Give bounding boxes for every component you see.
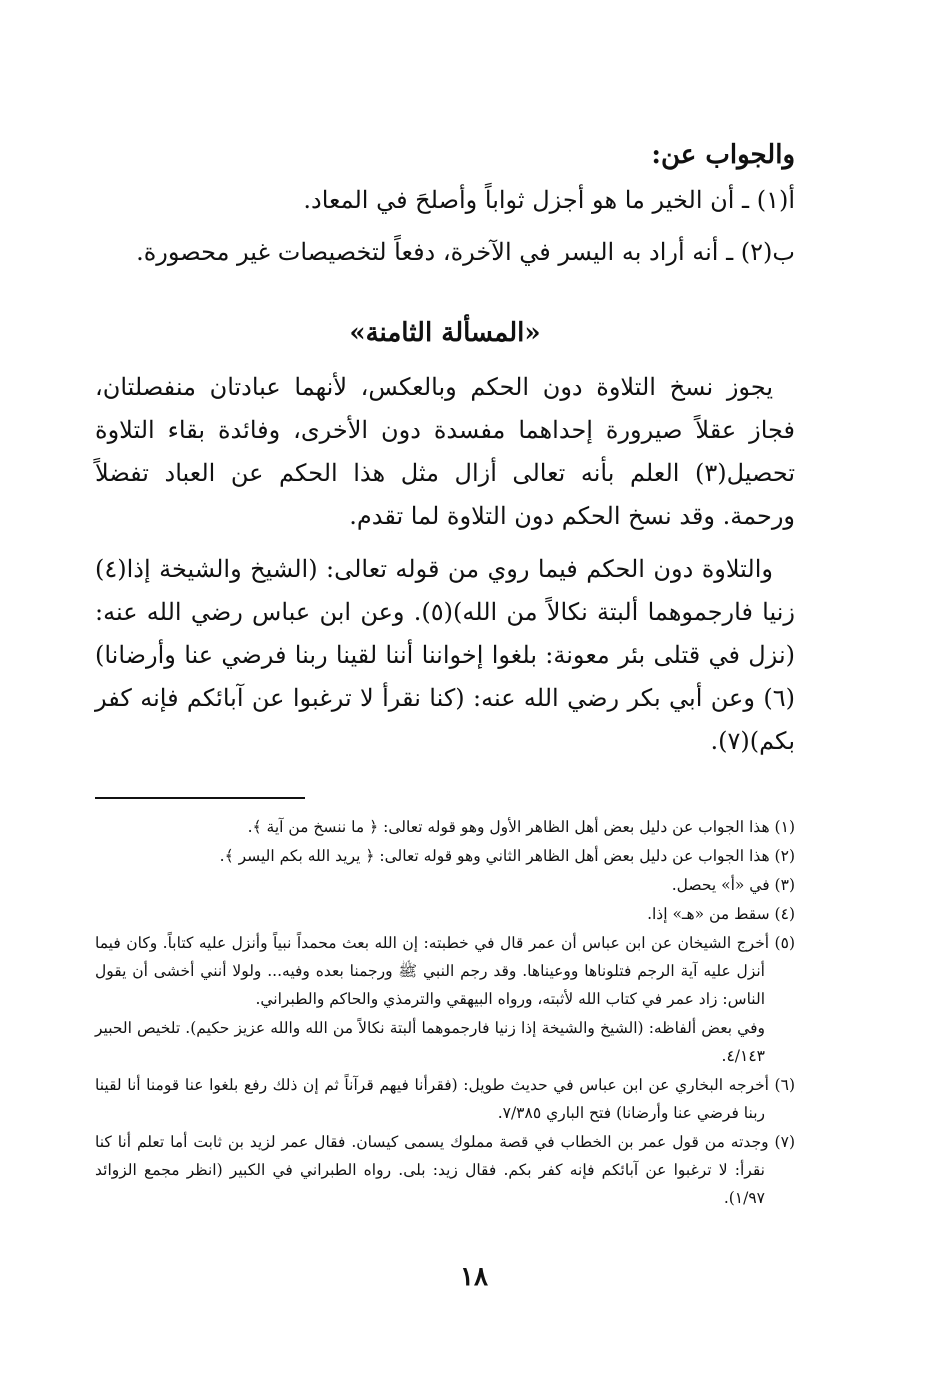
footnote-3: (٣) في «أ» يحصل.: [671, 876, 795, 894]
page-body: [95, 120, 795, 1213]
page-number: ١٨: [460, 1262, 488, 1292]
answer-heading: والجواب عن:: [651, 140, 795, 170]
paragraph-1: يجوز نسخ التلاوة دون الحكم وبالعكس، لأنهما عبادتان منفصلتان، فجاز عقلاً صيرورة إحداهما مفسدة دون الأخرى، وفائدة بقاء التلاوة تحصيل(٣) العلم بأنه تعالى أزال مثل هذا الحكم عن العباد تفضلاً ورحمة. وقد نسخ الحكم دون التلاوة لما تقدم.: [95, 373, 796, 530]
section-title: «المسألة الثامنة»: [349, 318, 541, 348]
footnote-2: (٢) هذا الجواب عن دليل بعض أهل الظاهر الثاني وهو قوله تعالى: ﴿ يريد الله بكم اليسر ﴾.: [219, 847, 795, 865]
point-a: أ(١) ـ أن الخير ما هو أجزل ثواباً وأصلحَ في المعاد.: [303, 186, 795, 214]
footnote-6: (٦) أخرجه البخاري عن ابن عباس في حديث طويل: (فقرأنا فيهم قرآناً ثم إن ذلك رفع بلغوا عنا قومنا أنا لقينا ربنا فرضي عنا وأرضانا) فتح الباري ٧/٣٨٥.: [95, 1076, 795, 1122]
footnote-1: (١) هذا الجواب عن دليل بعض أهل الظاهر الأول وهو قوله تعالى: ﴿ ما ننسخ من آية ﴾.: [247, 818, 795, 836]
paragraph-2: والتلاوة دون الحكم فيما روي من قوله تعالى: (الشيخ والشيخة إذا(٤) زنيا فارجموهما ألبتة نكالاً من الله)(٥). وعن ابن عباس رضي الله عنه: (نزل في قتلى بئر معونة: بلغوا إخواننا أننا لقينا ربنا فرضي عنا وأرضانا)(٦) وعن أبي بكر رضي الله عنه: (كنا نقرأ لا ترغبوا عن آبائكم فإنه كفر بكم)(٧).: [95, 555, 795, 755]
footnotes: [95, 813, 795, 1212]
footnote-divider: [95, 797, 305, 799]
footnote-5: (٥) أخرج الشيخان عن ابن عباس أن عمر قال في خطبته: إن الله بعث محمداً نبياً وأنزل عليه كتاباً. وكان فيما أنزل عليه آية الرجم فتلوناها ووعيناها. وقد رجم النبي ﷺ ورجمنا بعده وفيه... ولولا أنني أخشى أن يقول الناس: زاد عمر في كتاب الله لأثبته، ورواه البيهقي والترمذي والحاكم والطبراني.: [95, 934, 795, 1008]
footnote-4: (٤) سقط من «هـ» إذا.: [647, 905, 795, 923]
footnote-5-continued: وفي بعض ألفاظه: (الشيخ والشيخة إذا زنيا فارجموهما ألبتة نكالاً من الله والله عزيز حكيم). تلخيص الحبير ٤/١٤٣.: [95, 1019, 765, 1065]
footnote-7: (٧) وجدته من قول عمر بن الخطاب في قصة مملوك يسمى كيسان. فقال عمر لزيد بن ثابت أما تعلم أنا كنا نقرأ: لا ترغبوا عن آبائكم فإنه كفر بكم. فقال زيد: بلى. رواه الطبراني في الكبير (انظر مجمع الزوائد ١/٩٧).: [95, 1133, 795, 1207]
point-b: ب(٢) ـ أنه أراد به اليسر في الآخرة، دفعاً لتخصيصات غير محصورة.: [136, 238, 795, 266]
